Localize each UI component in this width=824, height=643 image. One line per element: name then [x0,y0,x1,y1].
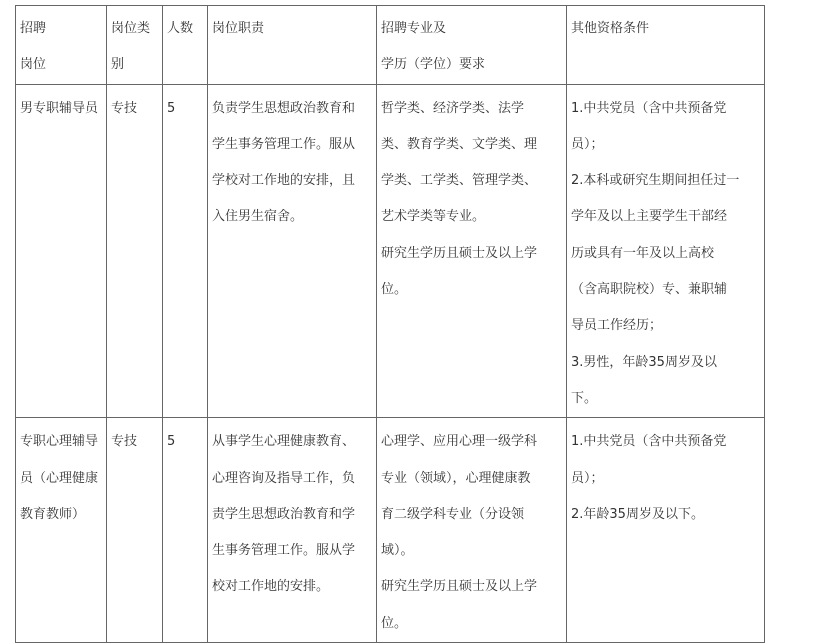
cell-position: 男专职辅导员 [16,84,107,418]
cell-category: 专技 [107,84,163,418]
header-position: 招聘 岗位 [16,6,107,85]
table-row [16,84,765,418]
table-row [16,418,765,643]
recruitment-table [15,5,765,643]
cell-count: 5 [163,418,208,643]
cell-conditions: 1.中共党员（含中共预备党 员）； 2.本科或研究生期间担任过一 学年及以上主要学生干部经 历或具有一年及以上高校 （含高职院校）专、兼职辅 导员工作经历； 3.男性，年龄35周岁及以 下。 [567,84,765,418]
cell-position: 专职心理辅导 员（心理健康 教育教师） [16,418,107,643]
header-conditions: 其他资格条件 [567,6,765,85]
table-header-row [16,6,765,85]
cell-major: 哲学类、经济学类、法学 类、教育学类、文学类、理 学类、工学类、管理学类、 艺术学类等专业。 研究生学历且硕士及以上学 位。 [377,84,567,418]
cell-conditions: 1.中共党员（含中共预备党 员）； 2.年龄35周岁及以下。 [567,418,765,643]
cell-major: 心理学、应用心理一级学科 专业（领域），心理健康教 育二级学科专业（分设领 域）。 研究生学历且硕士及以上学 位。 [377,418,567,643]
header-category: 岗位类 别 [107,6,163,85]
cell-duties: 负责学生思想政治教育和 学生事务管理工作。服从 学校对工作地的安排，且 入住男生宿舍。 [208,84,377,418]
header-count: 人数 [163,6,208,85]
header-duties: 岗位职责 [208,6,377,85]
cell-count: 5 [163,84,208,418]
header-major: 招聘专业及 学历（学位）要求 [377,6,567,85]
cell-category: 专技 [107,418,163,643]
cell-duties: 从事学生心理健康教育、 心理咨询及指导工作，负 责学生思想政治教育和学 生事务管理工作。服从学 校对工作地的安排。 [208,418,377,643]
